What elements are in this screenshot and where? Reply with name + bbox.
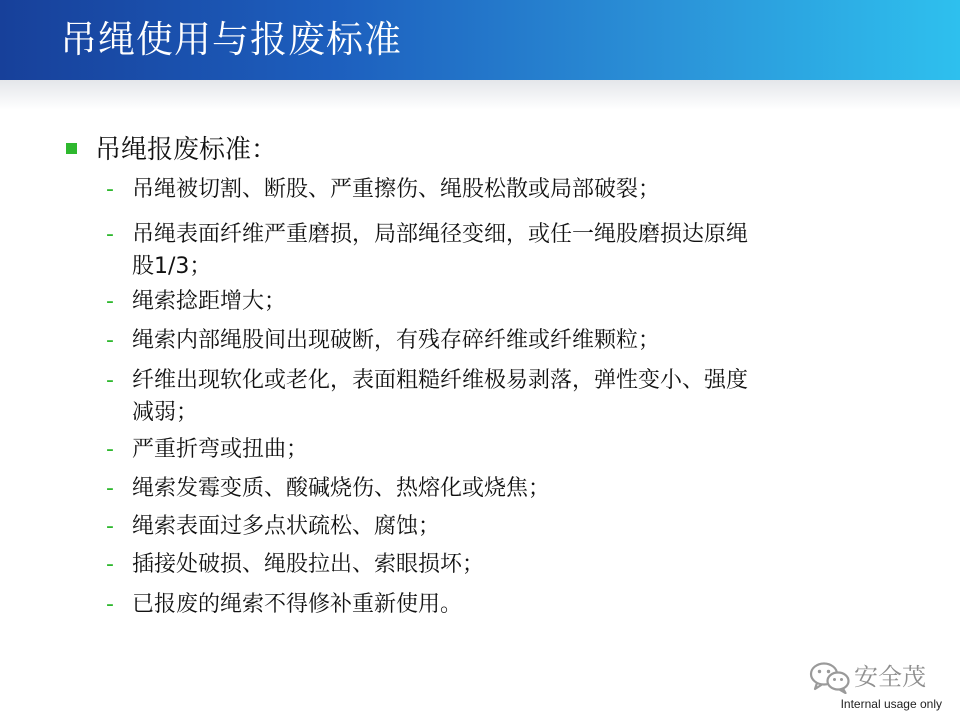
dash-marker: - (106, 552, 114, 577)
dash-marker: - (106, 222, 114, 247)
sub-bullet-text: 绳索发霉变质、酸碱烧伤、热熔化或烧焦； (132, 476, 551, 501)
footer-note: Internal usage only (840, 697, 942, 711)
dash-marker: - (106, 437, 114, 462)
sub-bullet-text: 已报废的绳索不得修补重新使用。 (132, 592, 463, 617)
dash-marker: - (106, 592, 114, 617)
dash-marker: - (106, 514, 114, 539)
wechat-icon (808, 660, 852, 694)
sub-bullet-text: 插接处破损、绳股拉出、索眼损坏； (132, 552, 485, 577)
sub-bullet-text: 吊绳被切割、断股、严重擦伤、绳股松散或局部破裂； (132, 177, 661, 202)
main-bullet-text: 吊绳报废标准： (95, 135, 278, 165)
sub-bullet-text: 绳索表面过多点状疏松、腐蚀； (132, 514, 441, 539)
slide-title: 吊绳使用与报废标准 (60, 18, 402, 61)
sub-bullet-text: 绳索内部绳股间出现破断，有残存碎纤维或纤维颗粒； (132, 328, 661, 353)
dash-marker: - (106, 476, 114, 501)
sub-bullet-text: 吊绳表面纤维严重磨损，局部绳径变细，或任一绳股磨损达原绳 股1/3； (132, 222, 749, 279)
sub-bullet-text: 严重折弯或扭曲； (132, 437, 309, 462)
watermark-logo (808, 658, 938, 698)
bullet-square-icon (66, 143, 77, 154)
dash-marker: - (106, 328, 114, 353)
logo-text: 安全茂 (854, 663, 926, 691)
sub-bullet-text: 绳索捻距增大； (132, 289, 287, 314)
sub-bullet-text: 纤维出现软化或老化，表面粗糙纤维极易剥落，弹性变小、强度 减弱； (132, 368, 749, 425)
dash-marker: - (106, 289, 114, 314)
dash-marker: - (106, 368, 114, 393)
dash-marker: - (106, 177, 114, 202)
